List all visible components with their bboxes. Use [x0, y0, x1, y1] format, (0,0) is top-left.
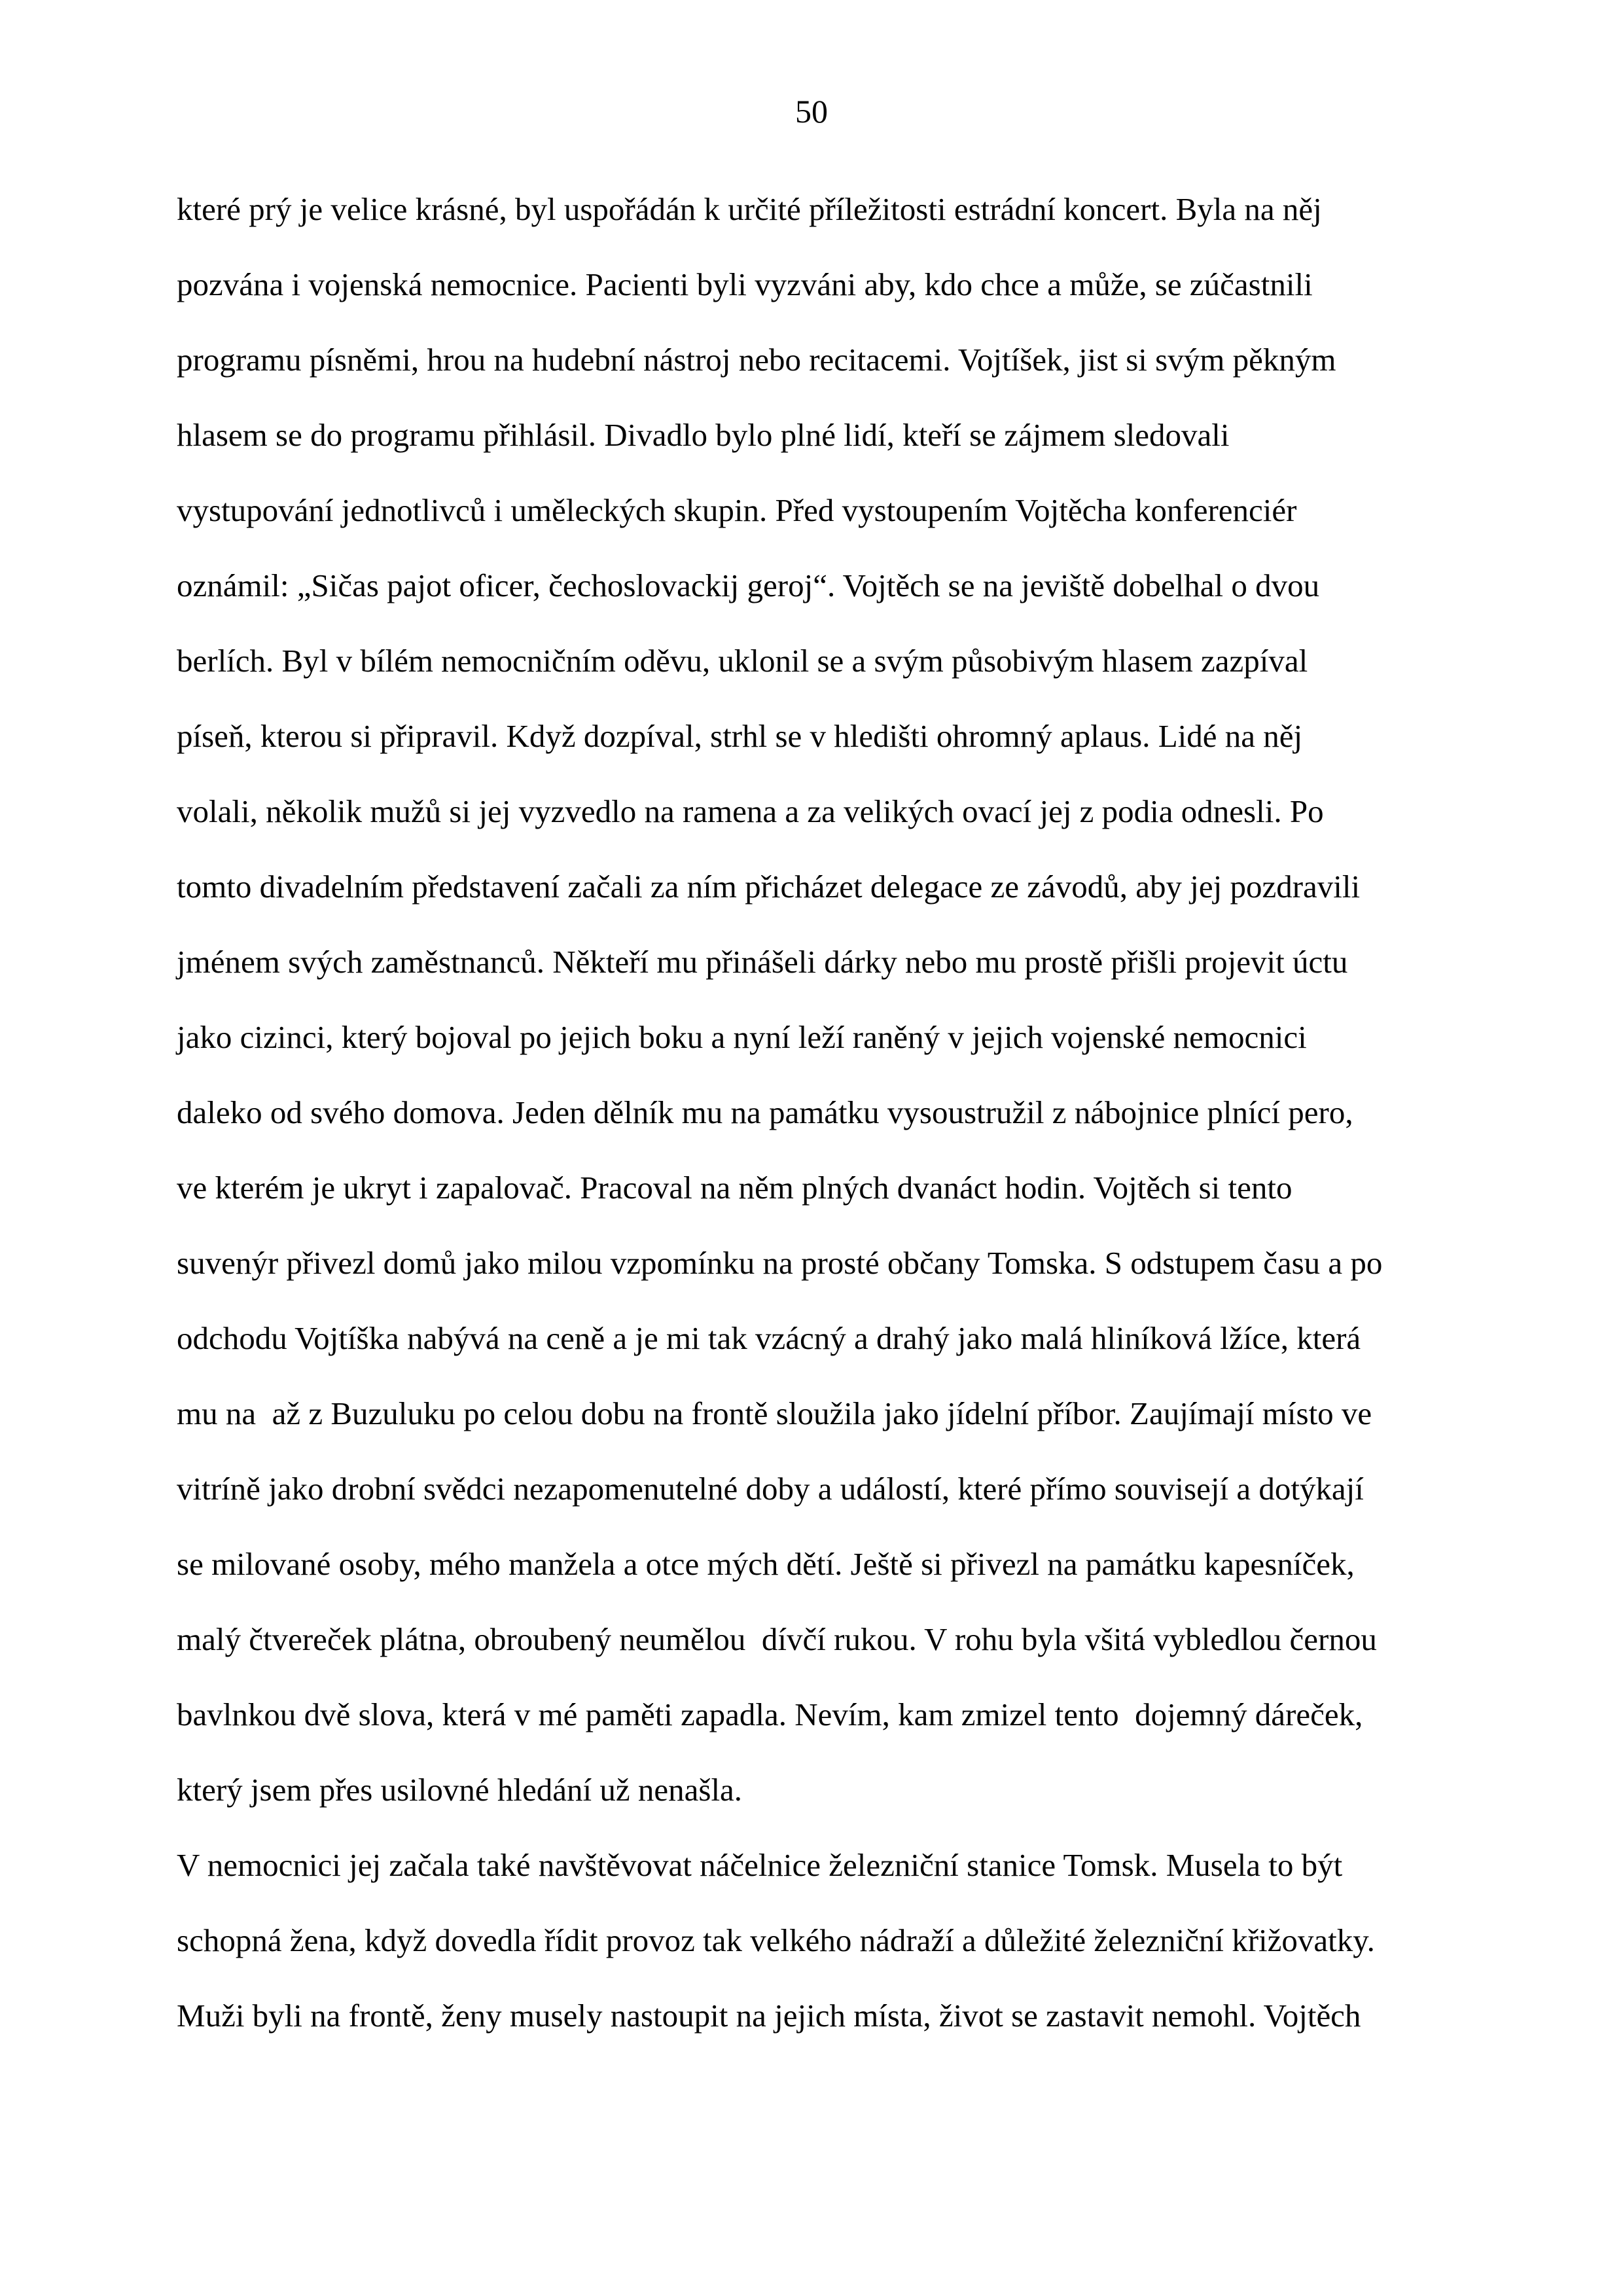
text-line: malý čtvereček plátna, obroubený neumělou dívčí rukou. V rohu byla všitá vybledlou černou [177, 1621, 1377, 1657]
text-line: Muži byli na frontě, ženy musely nastoupit na jejich místa, život se zastavit nemohl. Vojtěch [177, 1998, 1361, 2034]
text-line: který jsem přes usilovné hledání už nenašla. [177, 1772, 743, 1808]
text-line: pozvána i vojenská nemocnice. Pacienti byli vyzváni aby, kdo chce a může, se zúčastnili [177, 266, 1313, 302]
text-line: mu na až z Buzuluku po celou dobu na frontě sloužila jako jídelní příbor. Zaujímají místo ve [177, 1395, 1372, 1431]
text-line: odchodu Vojtíška nabývá na ceně a je mi tak vzácný a drahý jako malá hliníková lžíce, která [177, 1320, 1361, 1356]
text-line: berlích. Byl v bílém nemocničním oděvu, uklonil se a svým působivým hlasem zazpíval [177, 643, 1308, 679]
text-line: vystupování jednotlivců i uměleckých skupin. Před vystoupením Vojtěcha konferenciér [177, 492, 1297, 528]
text-block [177, 171, 1486, 2053]
text-line: se milované osoby, mého manžela a otce mých dětí. Ještě si přivezl na památku kapesníček, [177, 1546, 1355, 1582]
page-number: 50 [795, 93, 828, 130]
text-line: píseň, kterou si připravil. Když dozpíval, strhl se v hledišti ohromný aplaus. Lidé na něj [177, 718, 1303, 754]
text-line: bavlnkou dvě slova, která v mé paměti zapadla. Nevím, kam zmizel tento dojemný dáreček, [177, 1696, 1363, 1732]
text-line: suvenýr přivezl domů jako milou vzpomínku na prosté občany Tomska. S odstupem času a po [177, 1245, 1383, 1281]
text-line: hlasem se do programu přihlásil. Divadlo bylo plné lidí, kteří se zájmem sledovali [177, 417, 1230, 453]
text-line: volali, několik mužů si jej vyzvedlo na ramena a za velikých ovací jej z podia odnesli. Po [177, 793, 1324, 829]
text-line: programu písněmi, hrou na hudební nástroj nebo recitacemi. Vojtíšek, jist si svým pěkným [177, 342, 1336, 378]
text-line: oznámil: „Sičas pajot oficer, čechoslovackij geroj“. Vojtěch se na jeviště dobelhal o dvou [177, 567, 1320, 603]
text-line: V nemocnici jej začala také navštěvovat náčelnice železniční stanice Tomsk. Musela to být [177, 1847, 1343, 1883]
text-line: schopná žena, když dovedla řídit provoz tak velkého nádraží a důležité železniční křižovatky. [177, 1922, 1375, 1958]
text-line: které prý je velice krásné, byl uspořádán k určité příležitosti estrádní koncert. Byla na něj [177, 191, 1322, 227]
text-line: jako cizinci, který bojoval po jejich boku a nyní leží raněný v jejich vojenské nemocnici [177, 1019, 1307, 1055]
text-line: vitríně jako drobní svědci nezapomenutelné doby a událostí, které přímo souvisejí a dotýkají [177, 1471, 1364, 1507]
text-line: ve kterém je ukryt i zapalovač. Pracoval na něm plných dvanáct hodin. Vojtěch si tento [177, 1170, 1293, 1206]
text-line: jménem svých zaměstnanců. Někteří mu přinášeli dárky nebo mu prostě přišli projevit úctu [177, 944, 1348, 980]
text-line: tomto divadelním představení začali za ním přicházet delegace ze závodů, aby jej pozdravili [177, 869, 1361, 905]
text-line: daleko od svého domova. Jeden dělník mu na památku vysoustružil z nábojnice plnící pero, [177, 1094, 1353, 1130]
